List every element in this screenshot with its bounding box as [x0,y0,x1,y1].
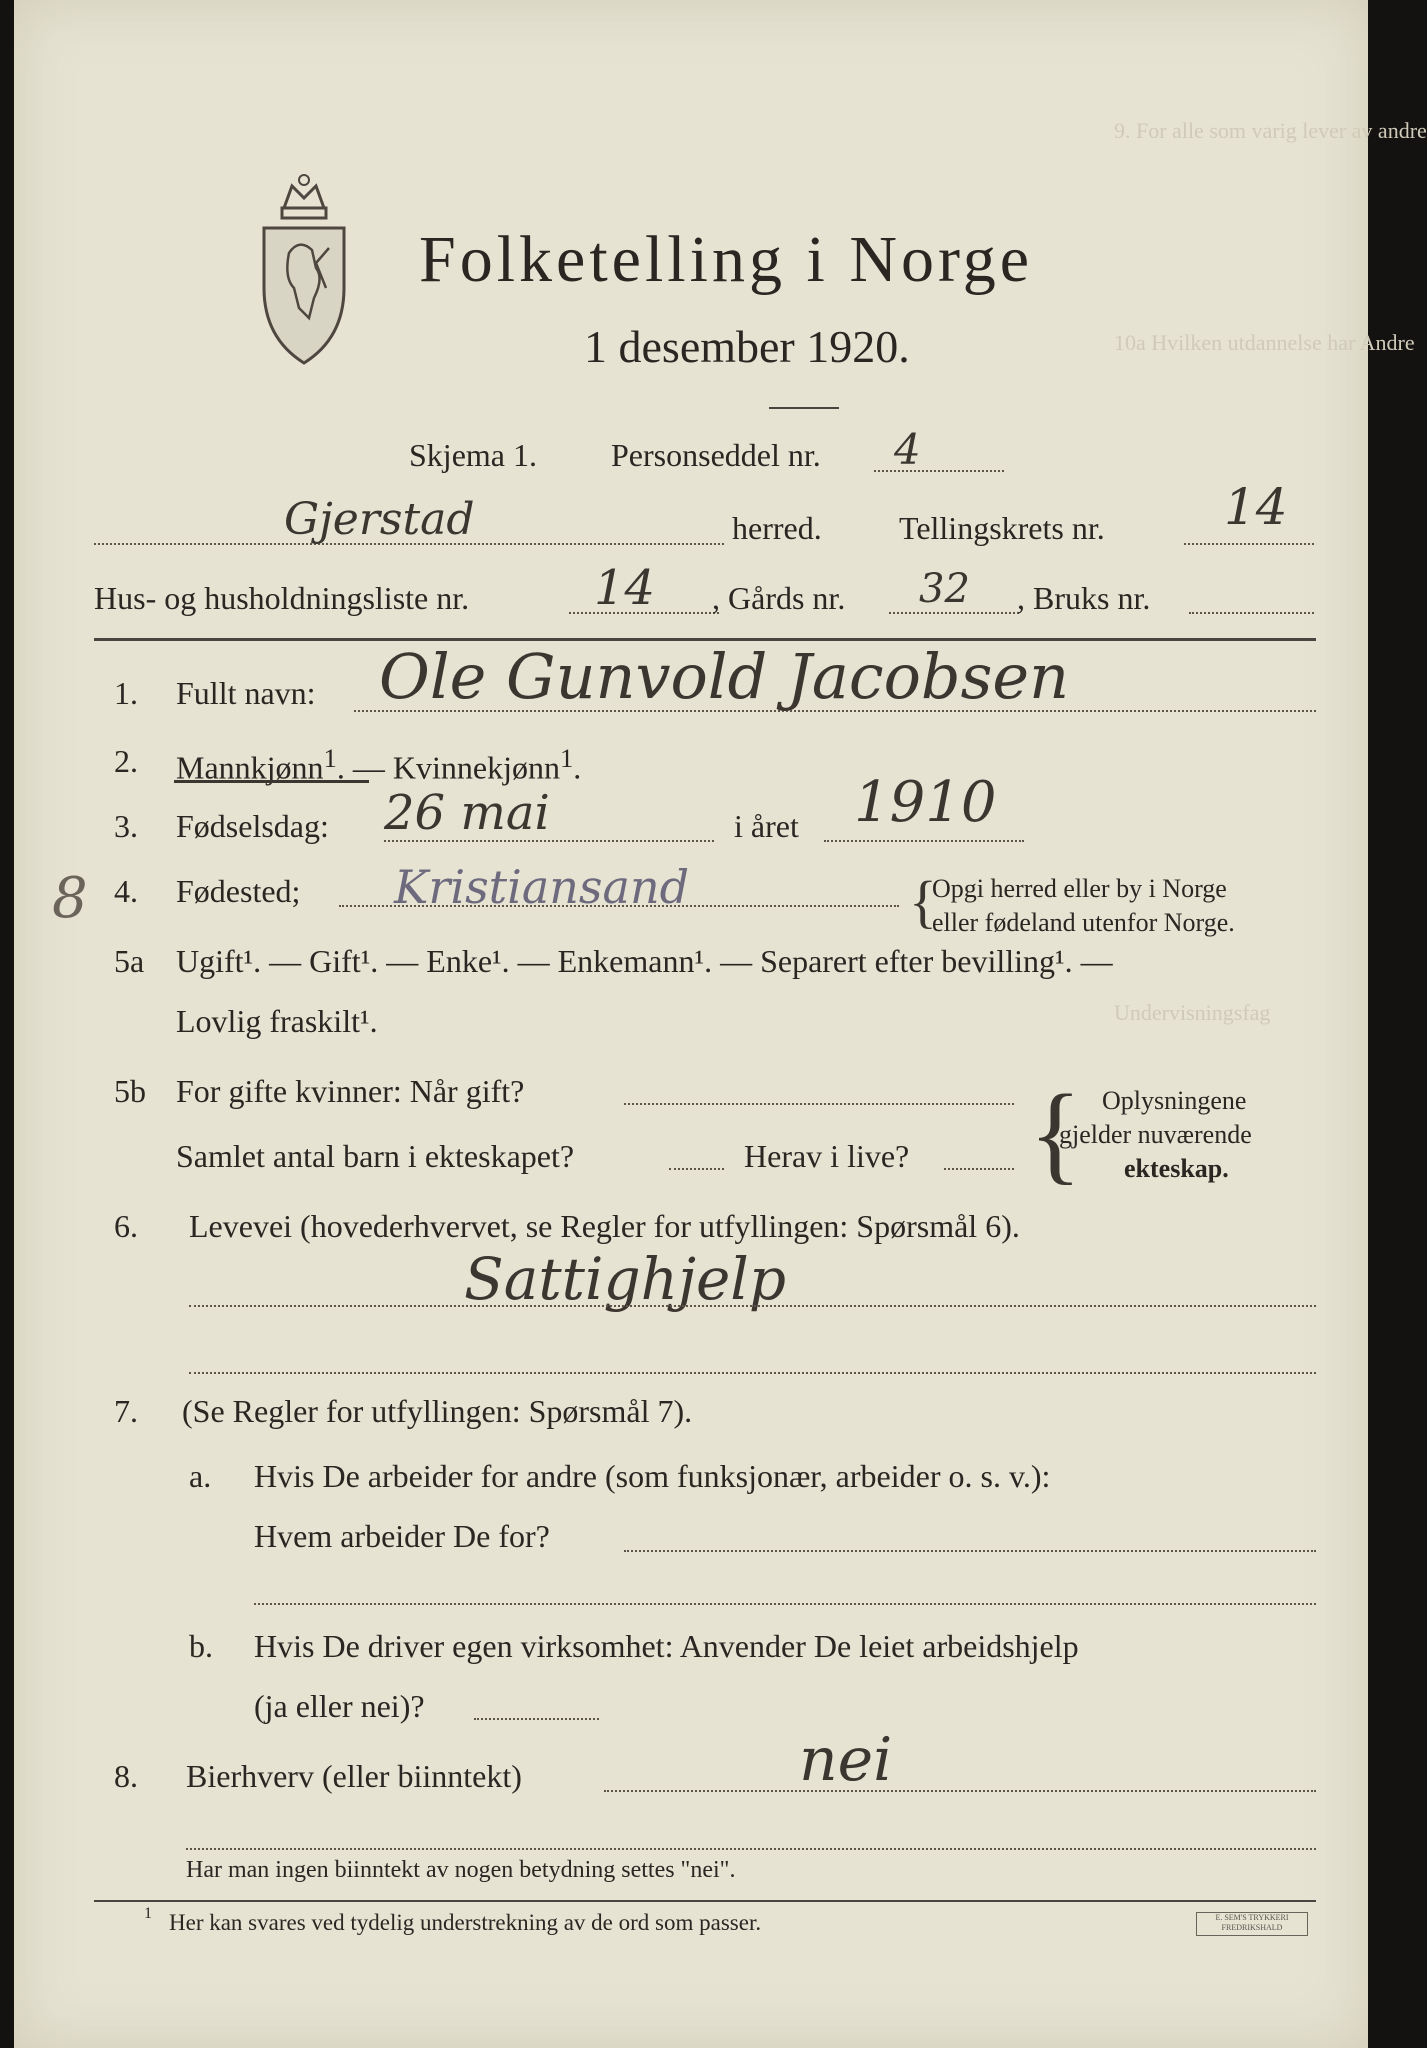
hired-help-field[interactable] [474,1718,599,1720]
show-through-text: 10a Hvilken utdannelse har Andre [1114,330,1415,355]
q4-number: 4. [114,873,138,909]
q4-label: Fødested; [176,873,301,909]
skjema-label: Skjema 1. [409,437,537,473]
personseddel-label: Personseddel nr. [611,437,821,473]
employer-field[interactable] [624,1550,1316,1552]
birthplace-note-1: Opgi herred eller by i Norge [932,874,1227,903]
q1-label: Fullt navn: [176,675,316,711]
q5b-children-label: Samlet antal barn i ekteskapet? [176,1138,575,1174]
gards-value: 32 [919,566,970,612]
occupation-value: Sattighjelp [464,1245,786,1313]
q5b-brace: { [1029,1072,1082,1194]
margin-mark: 8 [52,866,88,931]
footnote: Her kan svares ved tydelig understrekning av de ord som passer. [169,1910,762,1935]
occupation-field[interactable] [189,1305,1316,1307]
employer-field-2[interactable] [254,1603,1316,1605]
q7-number: 7. [114,1393,138,1429]
gards-field[interactable] [889,612,1019,614]
footer-divider [94,1900,1316,1902]
male-option[interactable]: Mannkjønn [176,749,324,786]
q6-label: Levevei (hovederhvervet, se Regler for utfyllingen: Spørsmål 6). [189,1208,1020,1244]
hus-value: 14 [594,560,656,616]
children-alive-field[interactable] [944,1168,1014,1170]
q7b-yes-no-label: (ja eller nei)? [254,1688,425,1724]
q5b-married-label: For gifte kvinner: Når gift? [176,1073,525,1109]
q7a-employer-label: Hvem arbeider De for? [254,1518,550,1554]
q7b-label: Hvis De driver egen virksomhet: Anvender De leiet arbeidshjelp [254,1628,1079,1664]
tellingskrets-label: Tellingskrets nr. [899,510,1105,546]
q4-brace: { [909,869,937,934]
occupation-field-2[interactable] [189,1372,1316,1374]
female-option[interactable]: Kvinnekjønn [392,749,560,786]
married-when-field[interactable] [624,1103,1014,1105]
bruks-label: , Bruks nr. [1017,580,1151,616]
q1-number: 1. [114,675,138,711]
marital-status-divorced[interactable]: Lovlig fraskilt¹. [176,1003,378,1039]
footnote-number: 1 [144,1905,152,1922]
q2-gender-line: Mannkjønn$^1$. — Kvinnekjønn$^1$. [176,743,582,786]
full-name-value: Ole Gunvold Jacobsen [379,640,1070,713]
form-date: 1 desember 1920. [584,321,910,372]
title-divider [769,407,839,409]
birth-year-field[interactable] [824,840,1024,842]
children-count-field[interactable] [669,1168,724,1170]
herred-label: herred. [732,510,822,546]
herred-value: Gjerstad [284,494,475,545]
side-income-field-2[interactable] [186,1848,1316,1850]
q5b-note-3: ekteskap. [1124,1154,1229,1183]
q3-number: 3. [114,808,138,844]
printer-stamp: E. SEM'S TRYKKERI FREDRIKSHALD [1196,1912,1308,1936]
side-income-field[interactable] [604,1790,1316,1792]
show-through-text: 9. For alle som varig lever av andre [1114,118,1427,143]
birth-year-value: 1910 [854,770,997,835]
q3-label: Fødselsdag: [176,808,329,844]
q6-number: 6. [114,1208,138,1244]
birthday-value: 26 mai [384,785,550,841]
q7-label: (Se Regler for utfyllingen: Spørsmål 7). [182,1393,693,1429]
bruks-field[interactable] [1189,612,1314,614]
personseddel-value: 4 [894,425,921,474]
q5b-number: 5b [114,1073,146,1109]
q7a-label: Hvis De arbeider for andre (som funksjonær, arbeider o. s. v.): [254,1458,1051,1494]
gards-label: , Gårds nr. [712,580,846,616]
tellingskrets-value: 14 [1224,478,1288,536]
q5a-number: 5a [114,943,145,979]
male-underline-mark [174,780,369,783]
side-income-value: nei [799,1725,893,1795]
birthplace-note-2: eller fødeland utenfor Norge. [932,908,1235,937]
q7b-number: b. [189,1628,213,1664]
q2-number: 2. [114,743,138,779]
show-through-text: Undervisningsfag [1114,1000,1271,1025]
q8-number: 8. [114,1758,138,1794]
norwegian-coat-of-arms-icon [254,168,354,368]
q5b-note-1: Oplysningene [1102,1086,1247,1115]
q5b-alive-label: Herav i live? [744,1138,910,1174]
hus-label: Hus- og husholdningsliste nr. [94,580,470,616]
marital-status-options[interactable]: Ugift¹. — Gift¹. — Enke¹. — Enkemann¹. — Separert efter bevilling¹. — [176,943,1113,979]
side-income-note: Har man ingen biinntekt av nogen betydning settes "nei". [186,1857,736,1883]
birthplace-value: Kristiansand [394,860,690,914]
census-form-sheet [14,0,1427,2048]
q7a-number: a. [189,1458,212,1494]
tellingskrets-field[interactable] [1184,543,1314,545]
q5b-note-2: gjelder nuværende [1059,1120,1252,1149]
form-title: Folketelling i Norge [419,223,1034,296]
birth-year-label: i året [734,808,799,844]
q8-label: Bierhverv (eller biinntekt) [186,1758,522,1794]
